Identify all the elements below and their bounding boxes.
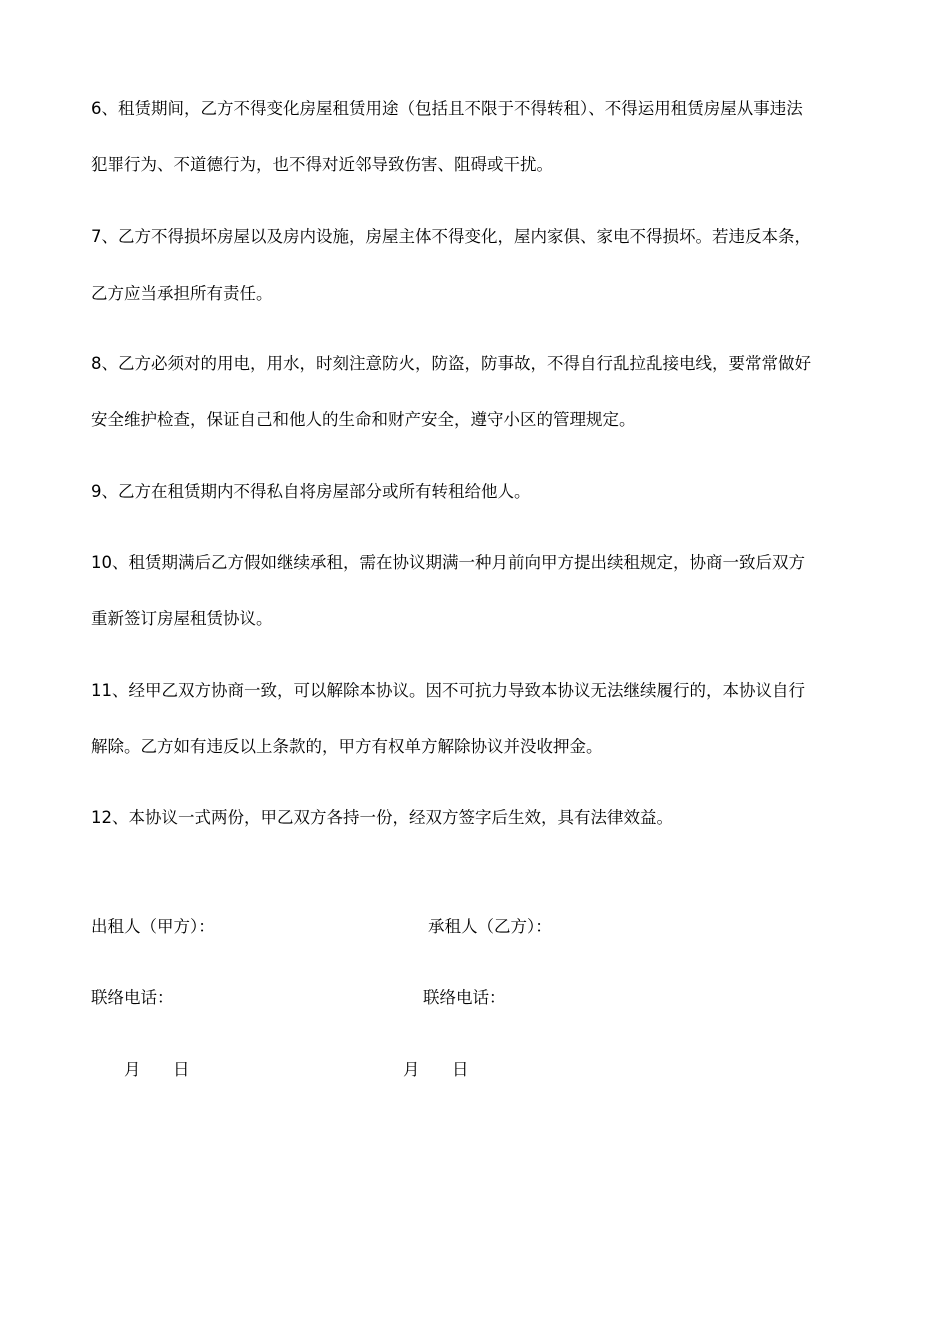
lessor-month-label: 月 <box>124 1060 141 1079</box>
lessee-phone-label: 联络电话： <box>423 988 506 1007</box>
clause-7-line-2: 乙方应当承担所有责任。 <box>91 284 273 303</box>
lessor-day-label: 日 <box>173 1060 190 1079</box>
clause-7-line-1: 7、乙方不得损坏房屋以及房内设施，房屋主体不得变化，屋内家俱、家电不得损坏。若违反本条， <box>91 227 811 246</box>
clause-8-line-1: 8、乙方必须对的用电，用水，时刻注意防火，防盗，防事故，不得自行乱拉乱接电线，要常常做好 <box>91 354 811 373</box>
lessor-phone-label: 联络电话： <box>91 988 174 1007</box>
clause-9-line-1: 9、乙方在租赁期内不得私自将房屋部分或所有转租给他人。 <box>91 482 531 501</box>
lessee-label: 承租人（乙方）： <box>428 917 552 936</box>
clause-12-line-1: 12、本协议一式两份，甲乙双方各持一份，经双方签字后生效，具有法律效益。 <box>91 808 673 827</box>
lessor-label: 出租人（甲方）： <box>91 917 215 936</box>
clause-6-line-2: 犯罪行为、不道德行为，也不得对近邻导致伤害、阻碍或干扰。 <box>91 155 553 174</box>
clause-6-line-1: 6、租赁期间，乙方不得变化房屋租赁用途（包括且不限于不得转租）、不得运用租赁房屋从事违法 <box>91 99 803 118</box>
lessee-month-label: 月 <box>403 1060 420 1079</box>
clause-8-line-2: 安全维护检查，保证自己和他人的生命和财产安全，遵守小区的管理规定。 <box>91 410 636 429</box>
clause-10-line-2: 重新签订房屋租赁协议。 <box>91 609 273 628</box>
lessee-day-label: 日 <box>452 1060 469 1079</box>
clause-11-line-2: 解除。乙方如有违反以上条款的，甲方有权单方解除协议并没收押金。 <box>91 737 603 756</box>
clause-11-line-1: 11、经甲乙双方协商一致，可以解除本协议。因不可抗力导致本协议无法继续履行的，本协议自行 <box>91 681 805 700</box>
clause-10-line-1: 10、租赁期满后乙方假如继续承租，需在协议期满一种月前向甲方提出续租规定，协商一致后双方 <box>91 553 805 572</box>
